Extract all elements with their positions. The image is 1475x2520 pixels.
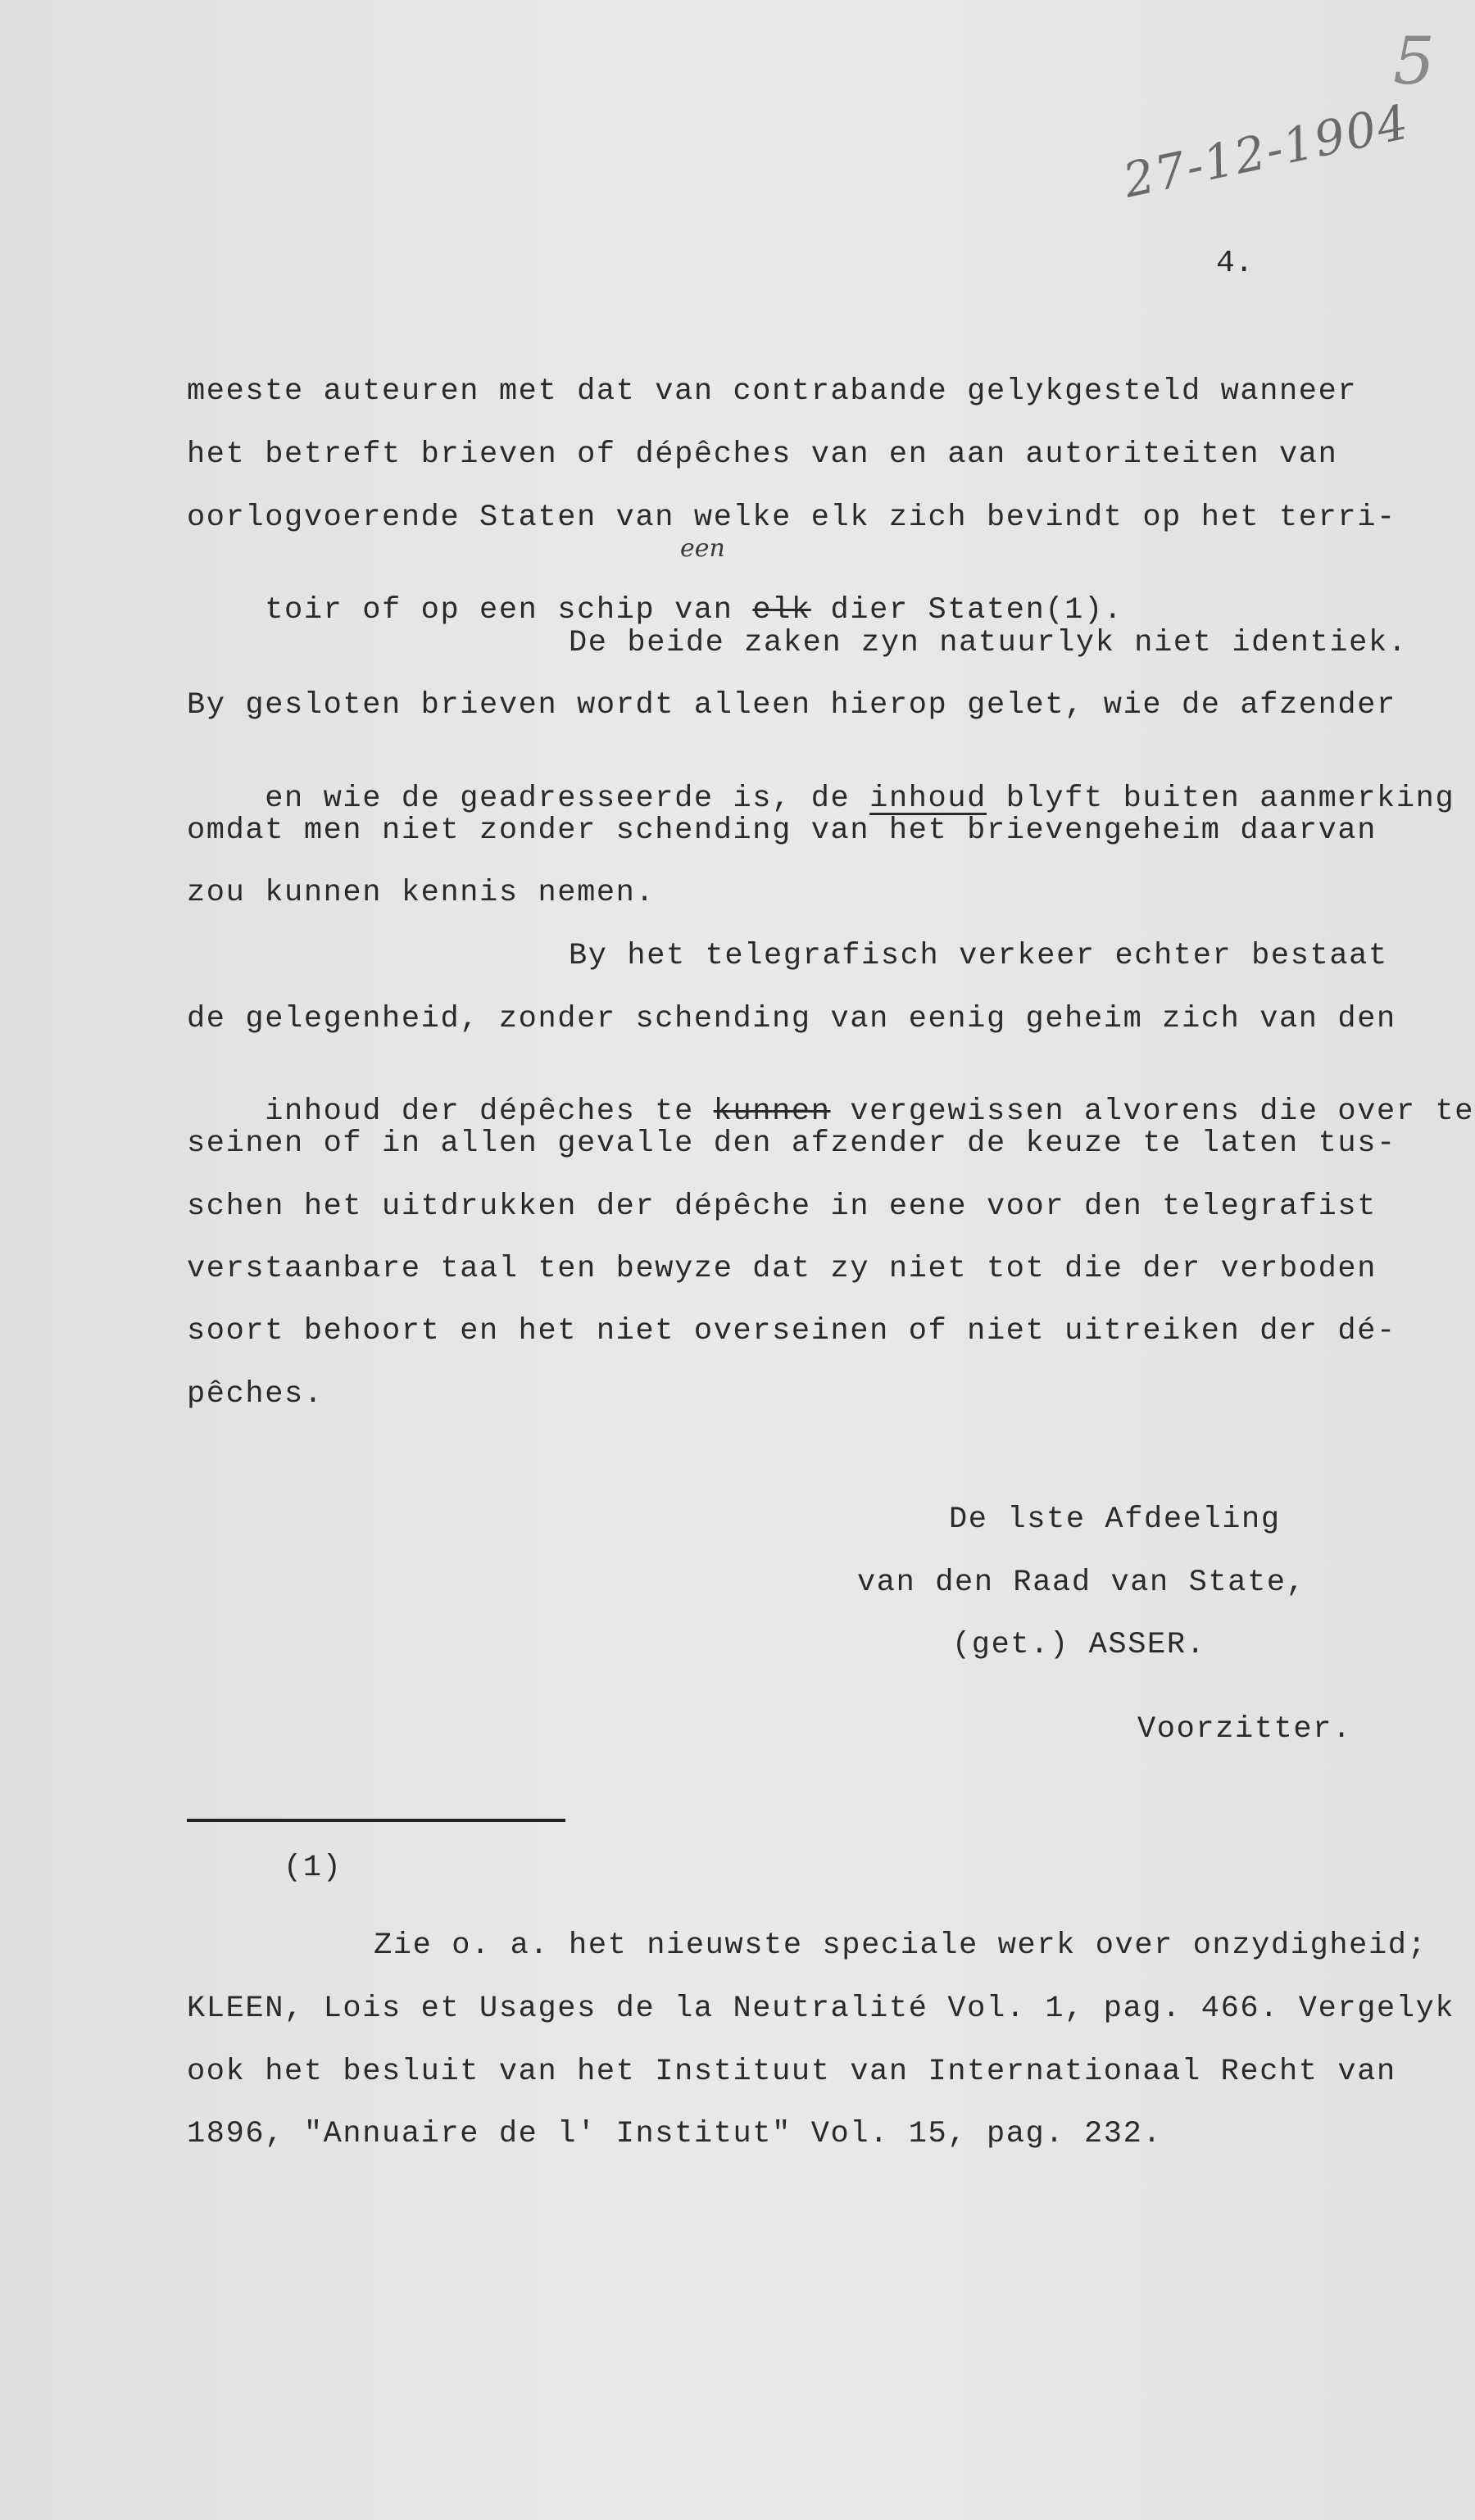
body-line: oorlogvoerende Staten van welke elk zich bevindt op het terri-	[187, 501, 1396, 535]
body-line: seinen of in allen gevalle den afzender de keuze te laten tus-	[187, 1126, 1396, 1161]
text-segment: en wie de geadresseerde is, de	[265, 782, 870, 816]
body-line: soort behoort en het niet overseinen of niet uitreiken der dé-	[187, 1314, 1396, 1348]
footnote-line: Zie o. a. het nieuwste speciale werk over onzydigheid;	[374, 1929, 1427, 1963]
body-line: By het telegrafisch verkeer echter bestaat	[569, 939, 1388, 973]
body-line: De beide zaken zyn natuurlyk niet identiek.	[569, 626, 1408, 660]
handwritten-insertion: een	[680, 534, 725, 563]
body-line: zou kunnen kennis nemen.	[187, 876, 656, 910]
body-line: schen het uitdrukken der dépêche in eene voor den telegrafist	[187, 1190, 1377, 1224]
signature-line: (get.) ASSER.	[952, 1628, 1206, 1662]
handwritten-date: 27-12-1904	[1119, 93, 1414, 209]
body-line: pêches.	[187, 1377, 324, 1412]
footnote-divider	[187, 1819, 565, 1822]
body-line: meeste auteuren met dat van contrabande gelykgesteld wanneer	[187, 374, 1358, 409]
page-number: 4.	[1216, 246, 1254, 281]
body-line: de gelegenheid, zonder schending van eenig geheim zich van den	[187, 1002, 1396, 1036]
text-segment: vergewissen alvorens die over te	[830, 1095, 1475, 1129]
footnote-line: 1896, "Annuaire de l' Institut" Vol. 15, pag. 232.	[187, 2117, 1163, 2151]
footnote-marker: (1)	[284, 1851, 343, 1885]
footnote-line: KLEEN, Lois et Usages de la Neutralité Vol. 1, pag. 466. Vergelyk	[187, 1992, 1455, 2026]
signature-line: van den Raad van State,	[857, 1566, 1306, 1600]
body-line: verstaanbare taal ten bewyze dat zy niet tot die der verboden	[187, 1252, 1377, 1286]
body-line: het betreft brieven of dépêches van en aan autoriteiten van	[187, 437, 1338, 472]
footnote-line: ook het besluit van het Instituut van Internationaal Recht van	[187, 2055, 1396, 2089]
struck-word: elk	[752, 593, 811, 628]
text-segment: toir of op een schip van	[265, 593, 753, 628]
signature-title: Voorzitter.	[1137, 1712, 1352, 1747]
text-segment: inhoud der dépêches te	[265, 1095, 714, 1129]
text-segment: dier Staten(1).	[810, 593, 1123, 628]
text-segment: blyft buiten aanmerking	[986, 782, 1455, 816]
underlined-word: inhoud	[869, 782, 987, 816]
body-line: omdat men niet zonder schending van het brievengeheim daarvan	[187, 814, 1377, 848]
handwritten-corner-mark: 5	[1393, 23, 1435, 99]
body-line: By gesloten brieven wordt alleen hierop gelet, wie de afzender	[187, 688, 1396, 723]
struck-word: kunnen	[713, 1095, 831, 1129]
signature-line: De lste Afdeeling	[949, 1502, 1281, 1537]
